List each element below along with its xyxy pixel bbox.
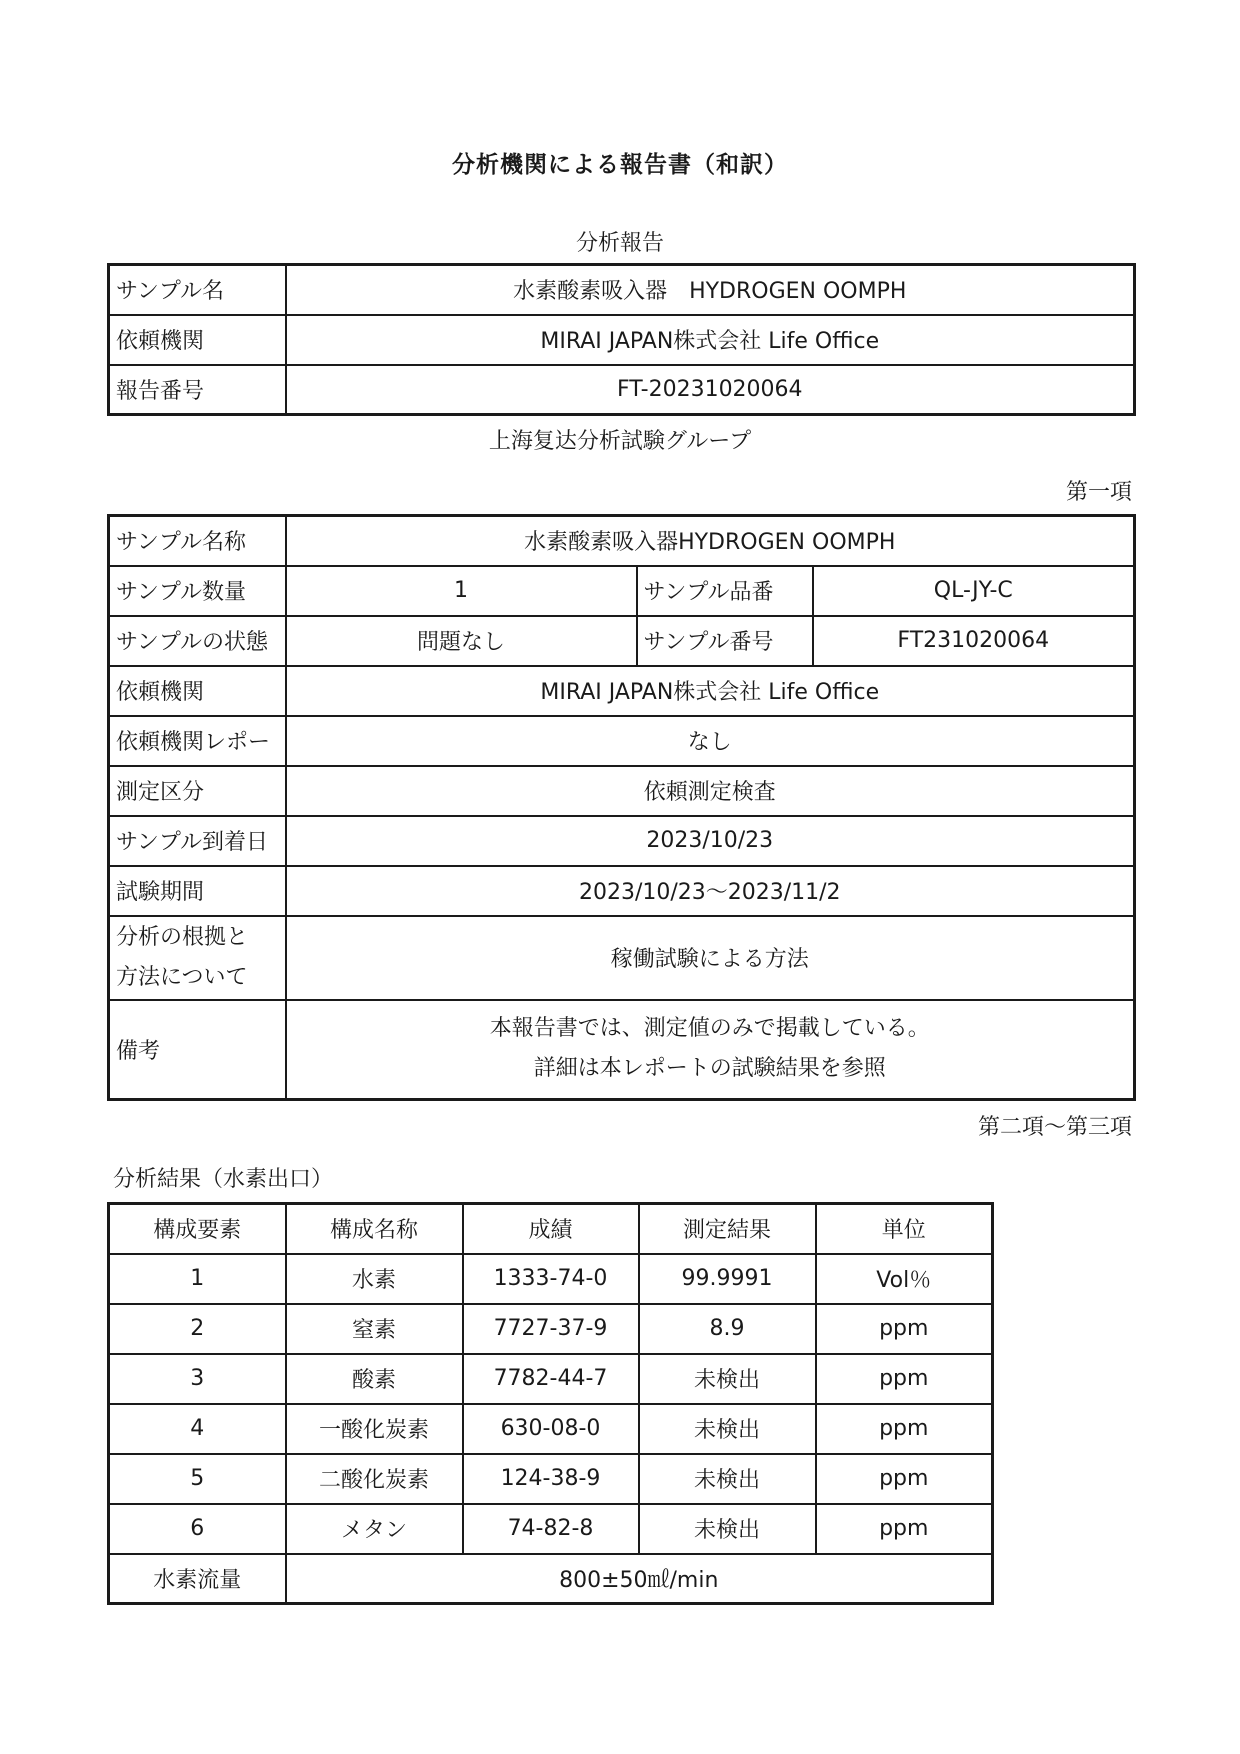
cell-result: 99.9991 (639, 1254, 816, 1304)
client-value: MIRAI JAPAN株式会社 Life Office (286, 666, 1135, 716)
cell-component: 酸素 (286, 1354, 463, 1404)
cell-component: 一酸化炭素 (286, 1404, 463, 1454)
column-header: 成績 (463, 1204, 639, 1254)
client-report-label: 依頼機関レポー (109, 716, 286, 766)
table-row (109, 365, 1135, 415)
cell-cas: 630-08-0 (463, 1404, 639, 1454)
cell-unit: ppm (816, 1354, 993, 1404)
cell-unit: Vol％ (816, 1254, 993, 1304)
basis-value: 稼働試験による方法 (286, 916, 1135, 1000)
remarks-line-2: 詳細は本レポートの試験結果を参照 (533, 1056, 886, 1082)
table-row (109, 1254, 993, 1304)
table-row (109, 866, 1135, 916)
column-header: 単位 (816, 1204, 993, 1254)
table-row (109, 816, 1135, 866)
table-row (109, 1000, 1135, 1100)
table-row (109, 1554, 993, 1604)
client-report-value: なし (286, 716, 1135, 766)
cell-unit: ppm (816, 1304, 993, 1354)
details-table (107, 514, 1136, 1101)
table-row (109, 1304, 993, 1354)
report-no-label: 報告番号 (109, 365, 286, 415)
section1-label: 第一項 (1065, 480, 1132, 505)
cell-unit: ppm (816, 1454, 993, 1504)
table-row (109, 1454, 993, 1504)
document-title: 分析機関による報告書（和訳） (452, 152, 788, 178)
cell-unit: ppm (816, 1504, 993, 1554)
remarks-line-1: 本報告書では、測定値のみで掲載している。 (489, 1016, 930, 1042)
summary-table (107, 263, 1136, 416)
cell-result: 未検出 (639, 1404, 816, 1454)
quantity-value: 1 (286, 566, 637, 616)
period-value: 2023/10/23～2023/11/2 (286, 866, 1135, 916)
basis-label-line-2: 方法について (116, 964, 248, 990)
section23-label: 第二項～第三項 (977, 1115, 1132, 1140)
lab-name: 上海复达分析試験グループ (488, 429, 752, 454)
cell-component: メタン (286, 1504, 463, 1554)
period-label: 試験期間 (109, 866, 286, 916)
table-row (109, 616, 1135, 666)
table-row (109, 666, 1135, 716)
cell-index: 1 (109, 1254, 286, 1304)
client-label: 依頼機関 (109, 315, 286, 365)
cell-result: 未検出 (639, 1504, 816, 1554)
cell-unit: ppm (816, 1404, 993, 1454)
table-row (109, 766, 1135, 816)
table-row (109, 516, 1135, 566)
cell-result: 未検出 (639, 1454, 816, 1504)
cell-cas: 124-38-9 (463, 1454, 639, 1504)
part-no-label: サンプル品番 (637, 566, 813, 616)
part-no-value: QL-JY-C (813, 566, 1135, 616)
table-header-row (109, 1204, 993, 1254)
sample-no-value: FT231020064 (813, 616, 1135, 666)
column-header: 構成要素 (109, 1204, 286, 1254)
remarks-label: 備考 (109, 1000, 286, 1100)
cell-cas: 74-82-8 (463, 1504, 639, 1554)
cell-cas: 7782-44-7 (463, 1354, 639, 1404)
sample-no-label: サンプル番号 (637, 616, 813, 666)
condition-label: サンプルの状態 (109, 616, 286, 666)
report-no-value: FT-20231020064 (286, 365, 1135, 415)
cell-result: 未検出 (639, 1354, 816, 1404)
table-row (109, 265, 1135, 315)
table-row (109, 566, 1135, 616)
client-value: MIRAI JAPAN株式会社 Life Office (286, 315, 1135, 365)
cell-component: 水素 (286, 1254, 463, 1304)
cell-index: 2 (109, 1304, 286, 1354)
sample-full-name-label: サンプル名称 (109, 516, 286, 566)
sample-name-value: 水素酸素吸入器 HYDROGEN OOMPH (286, 265, 1135, 315)
flow-label: 水素流量 (109, 1554, 286, 1604)
results-heading: 分析結果（水素出口） (113, 1167, 334, 1192)
table-row (109, 716, 1135, 766)
cell-component: 窒素 (286, 1304, 463, 1354)
arrival-label: サンプル到着日 (109, 816, 286, 866)
cell-cas: 1333-74-0 (463, 1254, 639, 1304)
table-row (109, 1354, 993, 1404)
remarks-value (286, 1000, 1135, 1100)
sample-full-name-value: 水素酸素吸入器HYDROGEN OOMPH (286, 516, 1135, 566)
client-label: 依頼機関 (109, 666, 286, 716)
condition-value: 問題なし (286, 616, 637, 666)
column-header: 測定結果 (639, 1204, 816, 1254)
table-row (109, 916, 1135, 1000)
column-header: 構成名称 (286, 1204, 463, 1254)
table-row (109, 315, 1135, 365)
quantity-label: サンプル数量 (109, 566, 286, 616)
table-row (109, 1504, 993, 1554)
report-heading: 分析報告 (575, 231, 664, 256)
basis-label (109, 916, 286, 1000)
flow-value: 800±50㎖/min (286, 1554, 993, 1604)
cell-cas: 7727-37-9 (463, 1304, 639, 1354)
cell-result: 8.9 (639, 1304, 816, 1354)
arrival-value: 2023/10/23 (286, 816, 1135, 866)
table-row (109, 1404, 993, 1454)
cell-component: 二酸化炭素 (286, 1454, 463, 1504)
category-label: 測定区分 (109, 766, 286, 816)
cell-index: 5 (109, 1454, 286, 1504)
sample-name-label: サンプル名 (109, 265, 286, 315)
cell-index: 3 (109, 1354, 286, 1404)
cell-index: 6 (109, 1504, 286, 1554)
cell-index: 4 (109, 1404, 286, 1454)
results-table (107, 1202, 994, 1605)
category-value: 依頼測定検査 (286, 766, 1135, 816)
basis-label-line-1: 分析の根拠と (116, 924, 249, 950)
